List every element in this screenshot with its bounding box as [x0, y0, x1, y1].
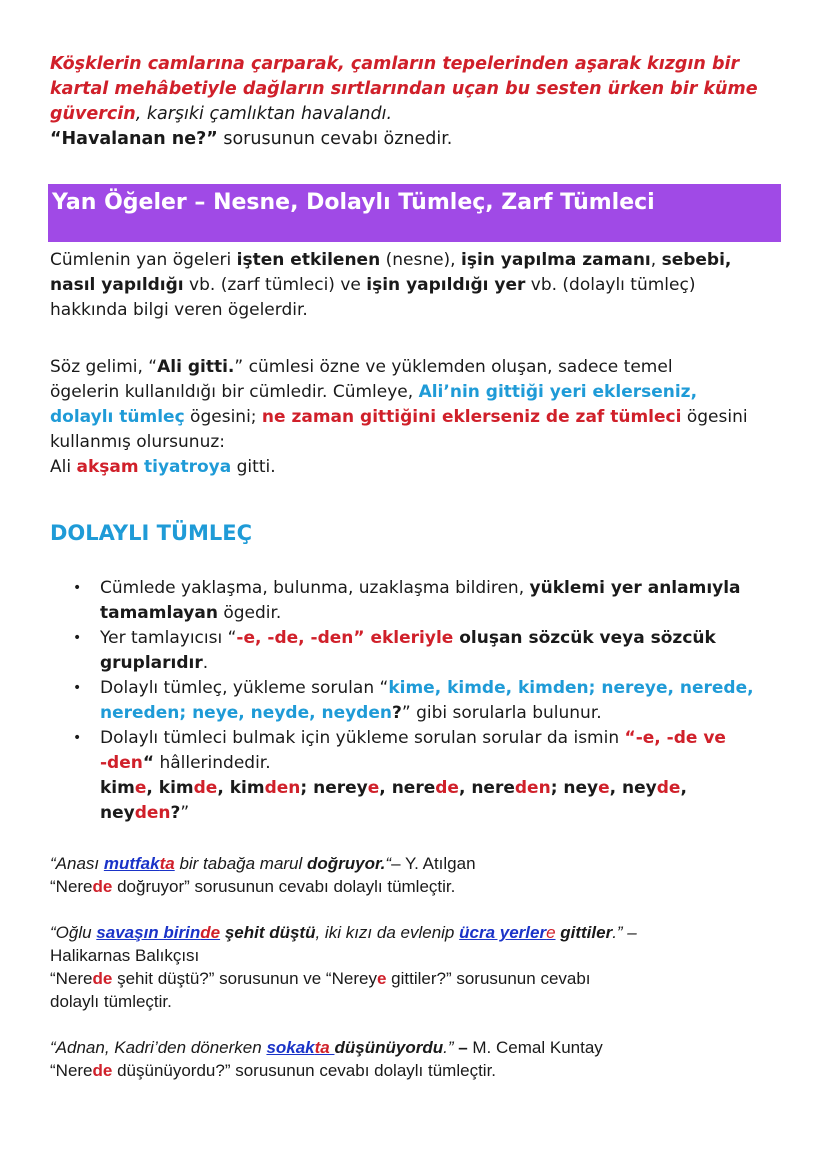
intro-line-3 [50, 102, 790, 127]
text-run: , iki kızı da evlenip [315, 923, 460, 942]
text-run: Cümlede yaklaşma, bulunma, uzaklaşma bildiren, [100, 578, 530, 598]
example-2-answer [50, 967, 790, 990]
intro-lead-word: güvercin [50, 104, 136, 124]
example-2-link-1 [96, 923, 220, 942]
text-run: ücra yerler [459, 923, 547, 942]
text-run: işin yapıldığı yer [366, 275, 526, 295]
text-run: e [376, 969, 387, 988]
text-run: -e, -de, -den” ekleriyle [236, 628, 454, 648]
text-run: ? [170, 803, 181, 823]
list-item-continuation [50, 601, 790, 626]
intro-tail: , karşıki çamlıktan havalandı. [135, 104, 393, 124]
text-run: – [458, 1038, 468, 1057]
p2-line-2 [50, 380, 785, 405]
intro-question-rest: sorusunun cevabı öznedir. [217, 129, 453, 149]
example-quotes [50, 852, 790, 1082]
text-run: (nesne), [380, 250, 461, 270]
text-run: ney [563, 778, 599, 798]
text-run: nasıl yapıldığı [50, 275, 184, 295]
text-run: ta [314, 1038, 335, 1057]
text-run: de [92, 877, 113, 896]
example-3-quote [50, 1036, 790, 1059]
text-run: de [92, 1061, 113, 1080]
text-run: nere [471, 778, 515, 798]
text-run: vb. (dolaylı tümleç) [525, 275, 696, 295]
text-run: ögesini [681, 407, 748, 427]
intro-question: “Havalanan ne?” [50, 129, 218, 149]
text-run: tiyatroya [143, 457, 232, 477]
p2-line-3 [50, 405, 785, 430]
text-run: e [134, 778, 147, 798]
text-run: “-e, -de ve [624, 728, 726, 748]
text-run: ögelerin kullanıldığı bir cümledir. Cümleye, [50, 382, 419, 402]
example-1-quote [50, 852, 790, 875]
text-run: , [650, 250, 662, 270]
list-item [50, 626, 790, 651]
text-run: Dolaylı tümleç, yükleme sorulan “ [100, 678, 389, 698]
text-run: ögesini; [184, 407, 262, 427]
text-run: vb. (zarf tümleci) ve [183, 275, 367, 295]
text-run: akşam [76, 457, 139, 477]
p2-line-4: kullanmış olursunuz: [50, 432, 225, 452]
text-run: de [193, 778, 218, 798]
text-run: tamamlayan [100, 603, 218, 623]
text-run: sebebi, [661, 250, 732, 270]
text-run: şehit düştü?” sorusunun ve “Nerey [112, 969, 377, 988]
intro-line-2: kartal mehâbetiyle dağların sırtlarından uçan bu sesten ürken bir küme [50, 79, 758, 99]
text-run: . [202, 653, 209, 673]
example-2-link-2 [459, 923, 555, 942]
text-run: Yer tamlayıcısı “ [100, 628, 237, 648]
text-run: M. Cemal Kuntay [467, 1038, 603, 1057]
text-run: şehit düştü [224, 923, 316, 942]
text-run: de [656, 778, 681, 798]
section-heading: DOLAYLI TÜMLEÇ [50, 521, 253, 545]
intro-question-line [50, 127, 790, 152]
text-run: ; [550, 778, 564, 798]
text-run: “Oğlu [50, 923, 97, 942]
list-item [50, 726, 790, 751]
text-run: kim [158, 778, 194, 798]
text-run: kime, kimde, kimden; nereye, nerede, [388, 678, 754, 698]
text-run: doğruyor” sorusunun cevabı dolaylı tümleçtir. [112, 877, 456, 896]
text-run: Söz gelimi, “ [50, 357, 158, 377]
text-run: gruplarıdır [100, 653, 203, 673]
text-run: Ali [50, 457, 77, 477]
text-run: ” [180, 803, 190, 823]
text-run: de [200, 923, 221, 942]
section-banner: Yan Öğeler – Nesne, Dolaylı Tümleç, Zarf Tümleci [48, 184, 781, 242]
intro-line-1: Köşklerin camlarına çarparak, çamların tepelerinden aşarak kızgın bir [50, 54, 740, 74]
text-run: , [609, 778, 623, 798]
example-2-author: Halikarnas Balıkçısı [50, 946, 200, 965]
text-run: ney [100, 803, 135, 823]
text-run: ” gibi sorularla bulunur. [401, 703, 602, 723]
text-run: -den [100, 753, 143, 773]
text-run: savaşın birin [96, 923, 201, 942]
text-run: , [146, 778, 159, 798]
text-run: işin yapılma zamanı [461, 250, 651, 270]
text-run: düşünüyordu?” sorusunun cevabı dolaylı tümleçtir. [112, 1061, 497, 1080]
p1-line-1 [50, 248, 785, 273]
suffix-words-line [50, 776, 790, 801]
p2-line-1 [50, 355, 785, 380]
text-run: .” [443, 1038, 459, 1057]
text-run: düşünüyordu [334, 1038, 444, 1057]
p2-line-5 [50, 455, 785, 480]
text-run: dolaylı tümleç [50, 407, 185, 427]
p1-line-2 [50, 273, 785, 298]
intro-paragraph [50, 52, 790, 152]
text-run: de [435, 778, 459, 798]
example-3-link [266, 1038, 334, 1057]
text-run: Ali’nin gittiği yeri eklerseniz, [418, 382, 698, 402]
text-run: e [367, 778, 380, 798]
example-paragraph [50, 355, 785, 480]
text-run: ögedir. [217, 603, 282, 623]
text-run: , [458, 778, 472, 798]
text-run: den [514, 778, 551, 798]
text-run: bir tabağa marul [174, 854, 308, 873]
text-run: “ [142, 753, 155, 773]
text-run: Dolaylı tümleci bulmak için yükleme sorulan sorular da ismin [100, 728, 625, 748]
example-3-answer [50, 1059, 790, 1082]
text-run: e [598, 778, 610, 798]
text-run: , [379, 778, 392, 798]
text-run: .” – [612, 923, 637, 942]
text-run: gittiler [555, 923, 613, 942]
text-run: “Nere [50, 969, 93, 988]
list-item-continuation [50, 751, 790, 776]
text-run: “Anası [50, 854, 104, 873]
text-run: nere [391, 778, 436, 798]
text-run: – Y. Atılgan [391, 854, 476, 873]
list-item [50, 676, 790, 701]
text-run: kim [100, 778, 135, 798]
suffix-words-line-2 [50, 801, 790, 826]
text-run: işten etkilenen [236, 250, 381, 270]
text-run: gitti. [231, 457, 276, 477]
text-run: ta [159, 854, 175, 873]
text-run: kim [229, 778, 265, 798]
text-run: de [92, 969, 113, 988]
text-run: sokak [266, 1038, 315, 1057]
text-run: gittiler?” sorusunun cevabı [386, 969, 591, 988]
example-2-quote [50, 921, 790, 944]
example-1-link [104, 854, 175, 873]
text-run: ; [300, 778, 314, 798]
text-run: Cümlenin yan ögeleri [50, 250, 237, 270]
text-run: “Nere [50, 1061, 93, 1080]
text-run: Ali gitti. [157, 357, 235, 377]
text-run: , [680, 778, 687, 798]
text-run: hâllerindedir. [154, 753, 271, 773]
text-run: “ [385, 854, 392, 873]
text-run: oluşan sözcük veya sözcük [453, 628, 716, 648]
spacer [50, 1013, 790, 1036]
text-run: nerey [313, 778, 368, 798]
text-run: e [546, 923, 556, 942]
text-run: “Adnan, Kadri’den dönerken [50, 1038, 267, 1057]
text-run: , [217, 778, 230, 798]
spacer [50, 898, 790, 921]
text-run: ney [622, 778, 657, 798]
text-run: den [264, 778, 301, 798]
text-run: mutfak [103, 854, 160, 873]
text-run: ne zaman gittiğini eklerseniz de zaf tümleci [261, 407, 682, 427]
p1-line-3: hakkında bilgi veren ögelerdir. [50, 300, 308, 320]
list-item [50, 576, 790, 601]
list-item-continuation [50, 651, 790, 676]
rules-list [50, 576, 790, 826]
text-run: ” cümlesi özne ve yüklemden oluşan, sadece temel [234, 357, 673, 377]
text-run: yüklemi yer anlamıyla [529, 578, 741, 598]
text-run: ? [392, 703, 402, 723]
example-1-answer [50, 875, 790, 898]
list-item-continuation [50, 701, 790, 726]
example-2-answer-cont: dolaylı tümleçtir. [50, 992, 172, 1011]
definition-paragraph [50, 248, 785, 323]
text-run: “Nere [50, 877, 93, 896]
text-run: doğruyor. [307, 854, 386, 873]
text-run: nereden; neye, neyde, neyden [100, 703, 392, 723]
text-run: den [134, 803, 171, 823]
